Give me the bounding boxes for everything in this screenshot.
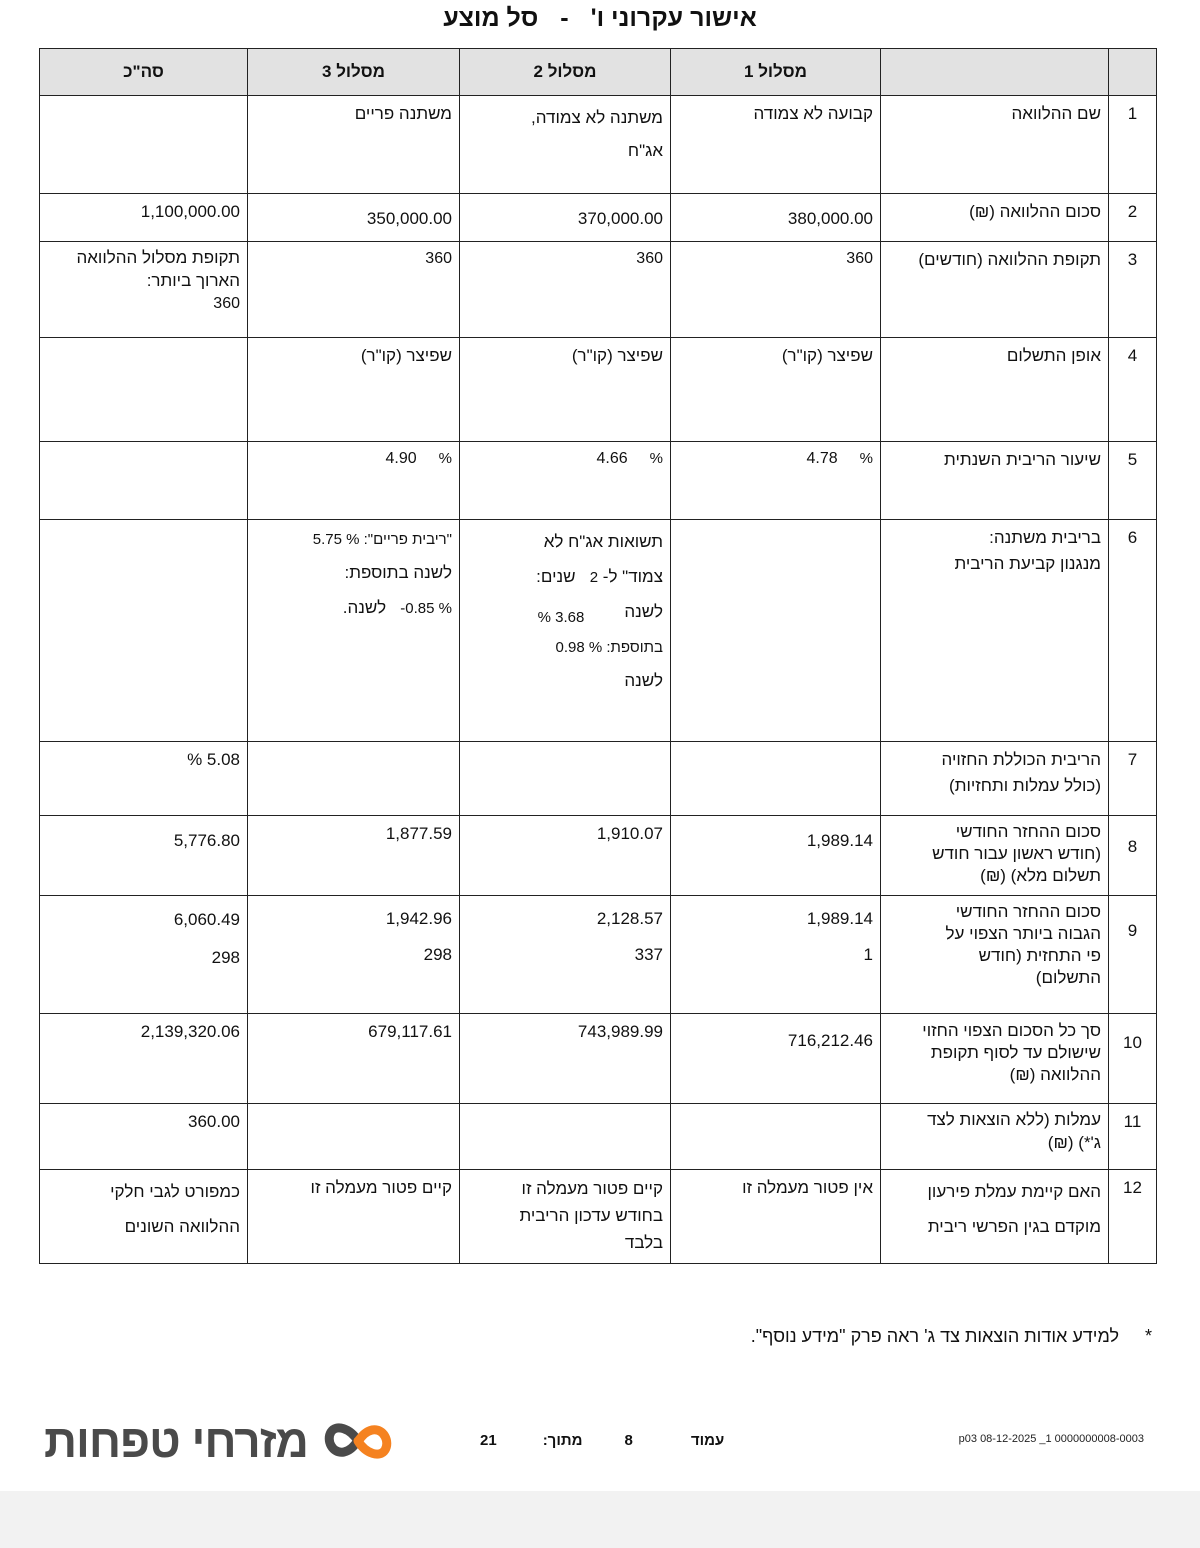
row-label-line4: התשלום) (1035, 968, 1101, 988)
row-label-line1: עמלות (ללא הוצאות לצד (927, 1110, 1101, 1129)
track3-value: 360 (248, 242, 460, 338)
total-value: 1,100,000.00 (40, 194, 248, 242)
row-label (881, 1170, 1109, 1264)
track2-mechanism-per-year: לשנה (624, 601, 663, 621)
track2-value: 370,000.00 (460, 194, 671, 242)
row-label-line1: הריבית הכוללת החזויה (941, 750, 1101, 769)
page-number: 8 (624, 1432, 633, 1449)
total-value (40, 896, 248, 1014)
track2-value (460, 442, 671, 520)
table-row (40, 242, 1157, 338)
track3-value (248, 442, 460, 520)
row-label (881, 1014, 1109, 1104)
track2-max-payment: 2,128.57 (596, 909, 663, 928)
row-number: 12 (1109, 1170, 1157, 1264)
track2-mechanism-line5: לשנה (624, 671, 663, 691)
table-row (40, 896, 1157, 1014)
track3-value: שפיצר (קו"ר) (248, 338, 460, 442)
rate-value: 4.90 (385, 450, 417, 467)
row-label-line3: ההלוואה (₪) (1009, 1065, 1101, 1085)
row-label (881, 896, 1109, 1014)
total-value-line1: תקופת מסלול ההלוואה (76, 248, 240, 267)
track3-value (248, 896, 460, 1014)
row-label: אופן התשלום (881, 338, 1109, 442)
row-number: 2 (1109, 194, 1157, 242)
track2-mechanism-suffix: שנים: (536, 566, 576, 586)
table-row (40, 96, 1157, 194)
total-value (40, 442, 248, 520)
track2-mechanism-line2 (467, 560, 663, 595)
rate-value: 4.66 (596, 450, 628, 467)
header-track2: מסלול 2 (460, 49, 671, 96)
track2-value (460, 742, 671, 816)
track3-value: קיים פטור מעמלה זו (248, 1170, 460, 1264)
track1-value: אין פטור מעמלה זו (671, 1170, 881, 1264)
track1-value (671, 1104, 881, 1170)
track1-value: 716,212.46 (671, 1014, 881, 1104)
track2-value (460, 96, 671, 194)
row-label-line1: בריבית משתנה: (989, 528, 1101, 547)
track2-value (460, 1170, 671, 1264)
track2-value: 743,989.99 (460, 1014, 671, 1104)
total-max-month: 298 (211, 948, 240, 968)
track1-value (671, 896, 881, 1014)
track2-mechanism-prefix: צמוד" ל- (602, 566, 663, 586)
header-label (881, 49, 1109, 96)
track2-value: 1,910.07 (460, 816, 671, 896)
total-value-line2: ההלוואה השונים (124, 1216, 240, 1236)
header-track1: מסלול 1 (671, 49, 881, 96)
title-sub: סל מוצע (443, 4, 539, 32)
track3-value: משתנה פריים (248, 96, 460, 194)
row-number: 3 (1109, 242, 1157, 338)
total-value (40, 96, 248, 194)
row-number: 6 (1109, 520, 1157, 742)
track2-value-line1: קיים פטור מעמלה זו (521, 1179, 663, 1198)
row-number: 8 (1109, 816, 1157, 896)
track3-max-month: 298 (423, 944, 452, 964)
footnote (751, 1326, 1152, 1347)
row-label-line1: סכום ההחזר החודשי (955, 902, 1101, 921)
track1-value: קבועה לא צמודה (671, 96, 881, 194)
total-value (40, 338, 248, 442)
total-value: 5.08 % (40, 742, 248, 816)
track3-value: 1,877.59 (248, 816, 460, 896)
row-label (881, 742, 1109, 816)
track2-mechanism-years: 2 (589, 568, 599, 586)
total-value (40, 242, 248, 338)
row-label-line3: פי התחזית (חודש (978, 946, 1101, 966)
row-label: תקופת ההלוואה (חודשים) (881, 242, 1109, 338)
track2-value-line2: אג"ח (627, 141, 663, 161)
track2-mechanism-line4: בתוספת: % 0.98 (555, 639, 663, 657)
table-row (40, 742, 1157, 816)
row-label (881, 520, 1109, 742)
row-label: שם ההלוואה (881, 96, 1109, 194)
row-label-line1: סכום ההחזר החודשי (955, 822, 1101, 841)
title-separator: - (560, 4, 569, 32)
row-label-line1: סך כל הסכום הצפוי החזוי (922, 1021, 1101, 1040)
percent-sign: % (438, 450, 452, 467)
percent-sign: % (649, 450, 663, 467)
total-value: 360.00 (40, 1104, 248, 1170)
total-value-line2: הארוך ביותר: (146, 270, 240, 290)
row-label-line2: (חודש ראשון עבור חודש (932, 844, 1101, 864)
footnote-text: למידע אודות הוצאות צד ג' ראה פרק "מידע נוסף". (750, 1326, 1119, 1346)
total-pages: 21 (480, 1432, 497, 1449)
track2-mechanism-rate: 3.68 % (537, 608, 585, 626)
row-label (881, 1104, 1109, 1170)
table-row (40, 1170, 1157, 1264)
track2-value (460, 1104, 671, 1170)
track1-value: 380,000.00 (671, 194, 881, 242)
total-value-line1: כמפורט לגבי חלקי (110, 1182, 240, 1201)
row-label-line2: ג'*) (₪) (1047, 1132, 1101, 1152)
document-code: p03 08-12-2025 _1 0000000008-0003 (958, 1433, 1144, 1445)
track2-max-month: 337 (634, 944, 663, 964)
total-value: 2,139,320.06 (40, 1014, 248, 1104)
header-total: סה"כ (40, 49, 248, 96)
row-label-line2: שישולם עד לסוף תקופת (930, 1043, 1101, 1063)
page-footer (0, 1404, 1200, 1484)
table-row (40, 338, 1157, 442)
loan-offer-table (39, 48, 1157, 1264)
row-number: 11 (1109, 1104, 1157, 1170)
table-header-row (40, 49, 1157, 96)
track2-value-line2: בחודש עדכון הריבית (519, 1206, 663, 1226)
total-value (40, 1170, 248, 1264)
logo-wordmark: מזרחי טפחות (44, 1415, 308, 1467)
table-row (40, 1104, 1157, 1170)
row-number: 9 (1109, 896, 1157, 1014)
track2-value-line1: משתנה לא צמודה, (531, 108, 663, 127)
page-info (480, 1432, 724, 1449)
row-label-line1: האם קיימת עמלת פירעון (927, 1182, 1101, 1201)
rate-value: 4.78 (806, 450, 838, 467)
viewer-bottom-band (0, 1491, 1200, 1548)
row-label: סכום ההלוואה (₪) (881, 194, 1109, 242)
row-label-line2: (כולל עמלות ותחזיות) (949, 775, 1101, 795)
title-main: אישור עקרוני ו' (590, 4, 757, 32)
track2-value (460, 896, 671, 1014)
track2-value (460, 520, 671, 742)
track1-max-month: 1 (863, 944, 873, 964)
row-label-line2: הגבוה ביותר הצפוי על (945, 924, 1101, 944)
infinity-logo-icon (322, 1416, 394, 1466)
track3-value (248, 520, 460, 742)
bank-logo (44, 1414, 394, 1468)
track3-mechanism-line3 (255, 591, 452, 626)
percent-sign: % (859, 450, 873, 467)
table-row (40, 816, 1157, 896)
footnote-marker: * (1144, 1326, 1152, 1346)
total-max-payment: 6,060.49 (173, 910, 240, 929)
track3-value (248, 742, 460, 816)
track1-max-payment: 1,989.14 (806, 909, 873, 928)
table-row (40, 520, 1157, 742)
track3-value: 350,000.00 (248, 194, 460, 242)
track2-value: שפיצר (קו"ר) (460, 338, 671, 442)
total-value-line3: 360 (213, 294, 240, 312)
row-number: 5 (1109, 442, 1157, 520)
track3-mechanism-margin: % ‎-0.85 (400, 599, 452, 617)
track3-mechanism-line2: לשנה בתוספת: (344, 562, 452, 582)
track1-value (671, 520, 881, 742)
row-number: 10 (1109, 1014, 1157, 1104)
track2-value-line3: בלבד (624, 1233, 663, 1253)
row-label (881, 816, 1109, 896)
track2-mechanism-line1: תשואות אג"ח לא (543, 532, 663, 551)
table-row (40, 1014, 1157, 1104)
track3-value (248, 1104, 460, 1170)
track3-value: 679,117.61 (248, 1014, 460, 1104)
row-label-line2: מוקדם בגין הפרשי ריבית (927, 1216, 1101, 1236)
row-number: 7 (1109, 742, 1157, 816)
track2-mechanism-line3 (467, 595, 663, 634)
row-label-line2: מנגנון קביעת הריבית (954, 553, 1101, 573)
track1-value (671, 442, 881, 520)
table-row (40, 194, 1157, 242)
track2-value: 360 (460, 242, 671, 338)
total-value (40, 520, 248, 742)
header-num (1109, 49, 1157, 96)
track1-value: שפיצר (קו"ר) (671, 338, 881, 442)
row-number: 4 (1109, 338, 1157, 442)
of-label: מתוך: (542, 1432, 583, 1449)
total-value: 5,776.80 (40, 816, 248, 896)
page-label: עמוד (690, 1432, 725, 1449)
table-row (40, 442, 1157, 520)
header-track3: מסלול 3 (248, 49, 460, 96)
row-label: שיעור הריבית השנתית (881, 442, 1109, 520)
track3-mechanism-line1: "ריבית פריים": % 5.75 (312, 531, 452, 548)
row-label-line3: תשלום מלא) (₪) (980, 866, 1101, 886)
track1-value: 1,989.14 (671, 816, 881, 896)
row-number: 1 (1109, 96, 1157, 194)
track3-mechanism-per-year: לשנה. (342, 597, 387, 617)
page-title (0, 4, 1200, 33)
track1-value (671, 742, 881, 816)
track1-value: 360 (671, 242, 881, 338)
track3-max-payment: 1,942.96 (385, 909, 452, 928)
